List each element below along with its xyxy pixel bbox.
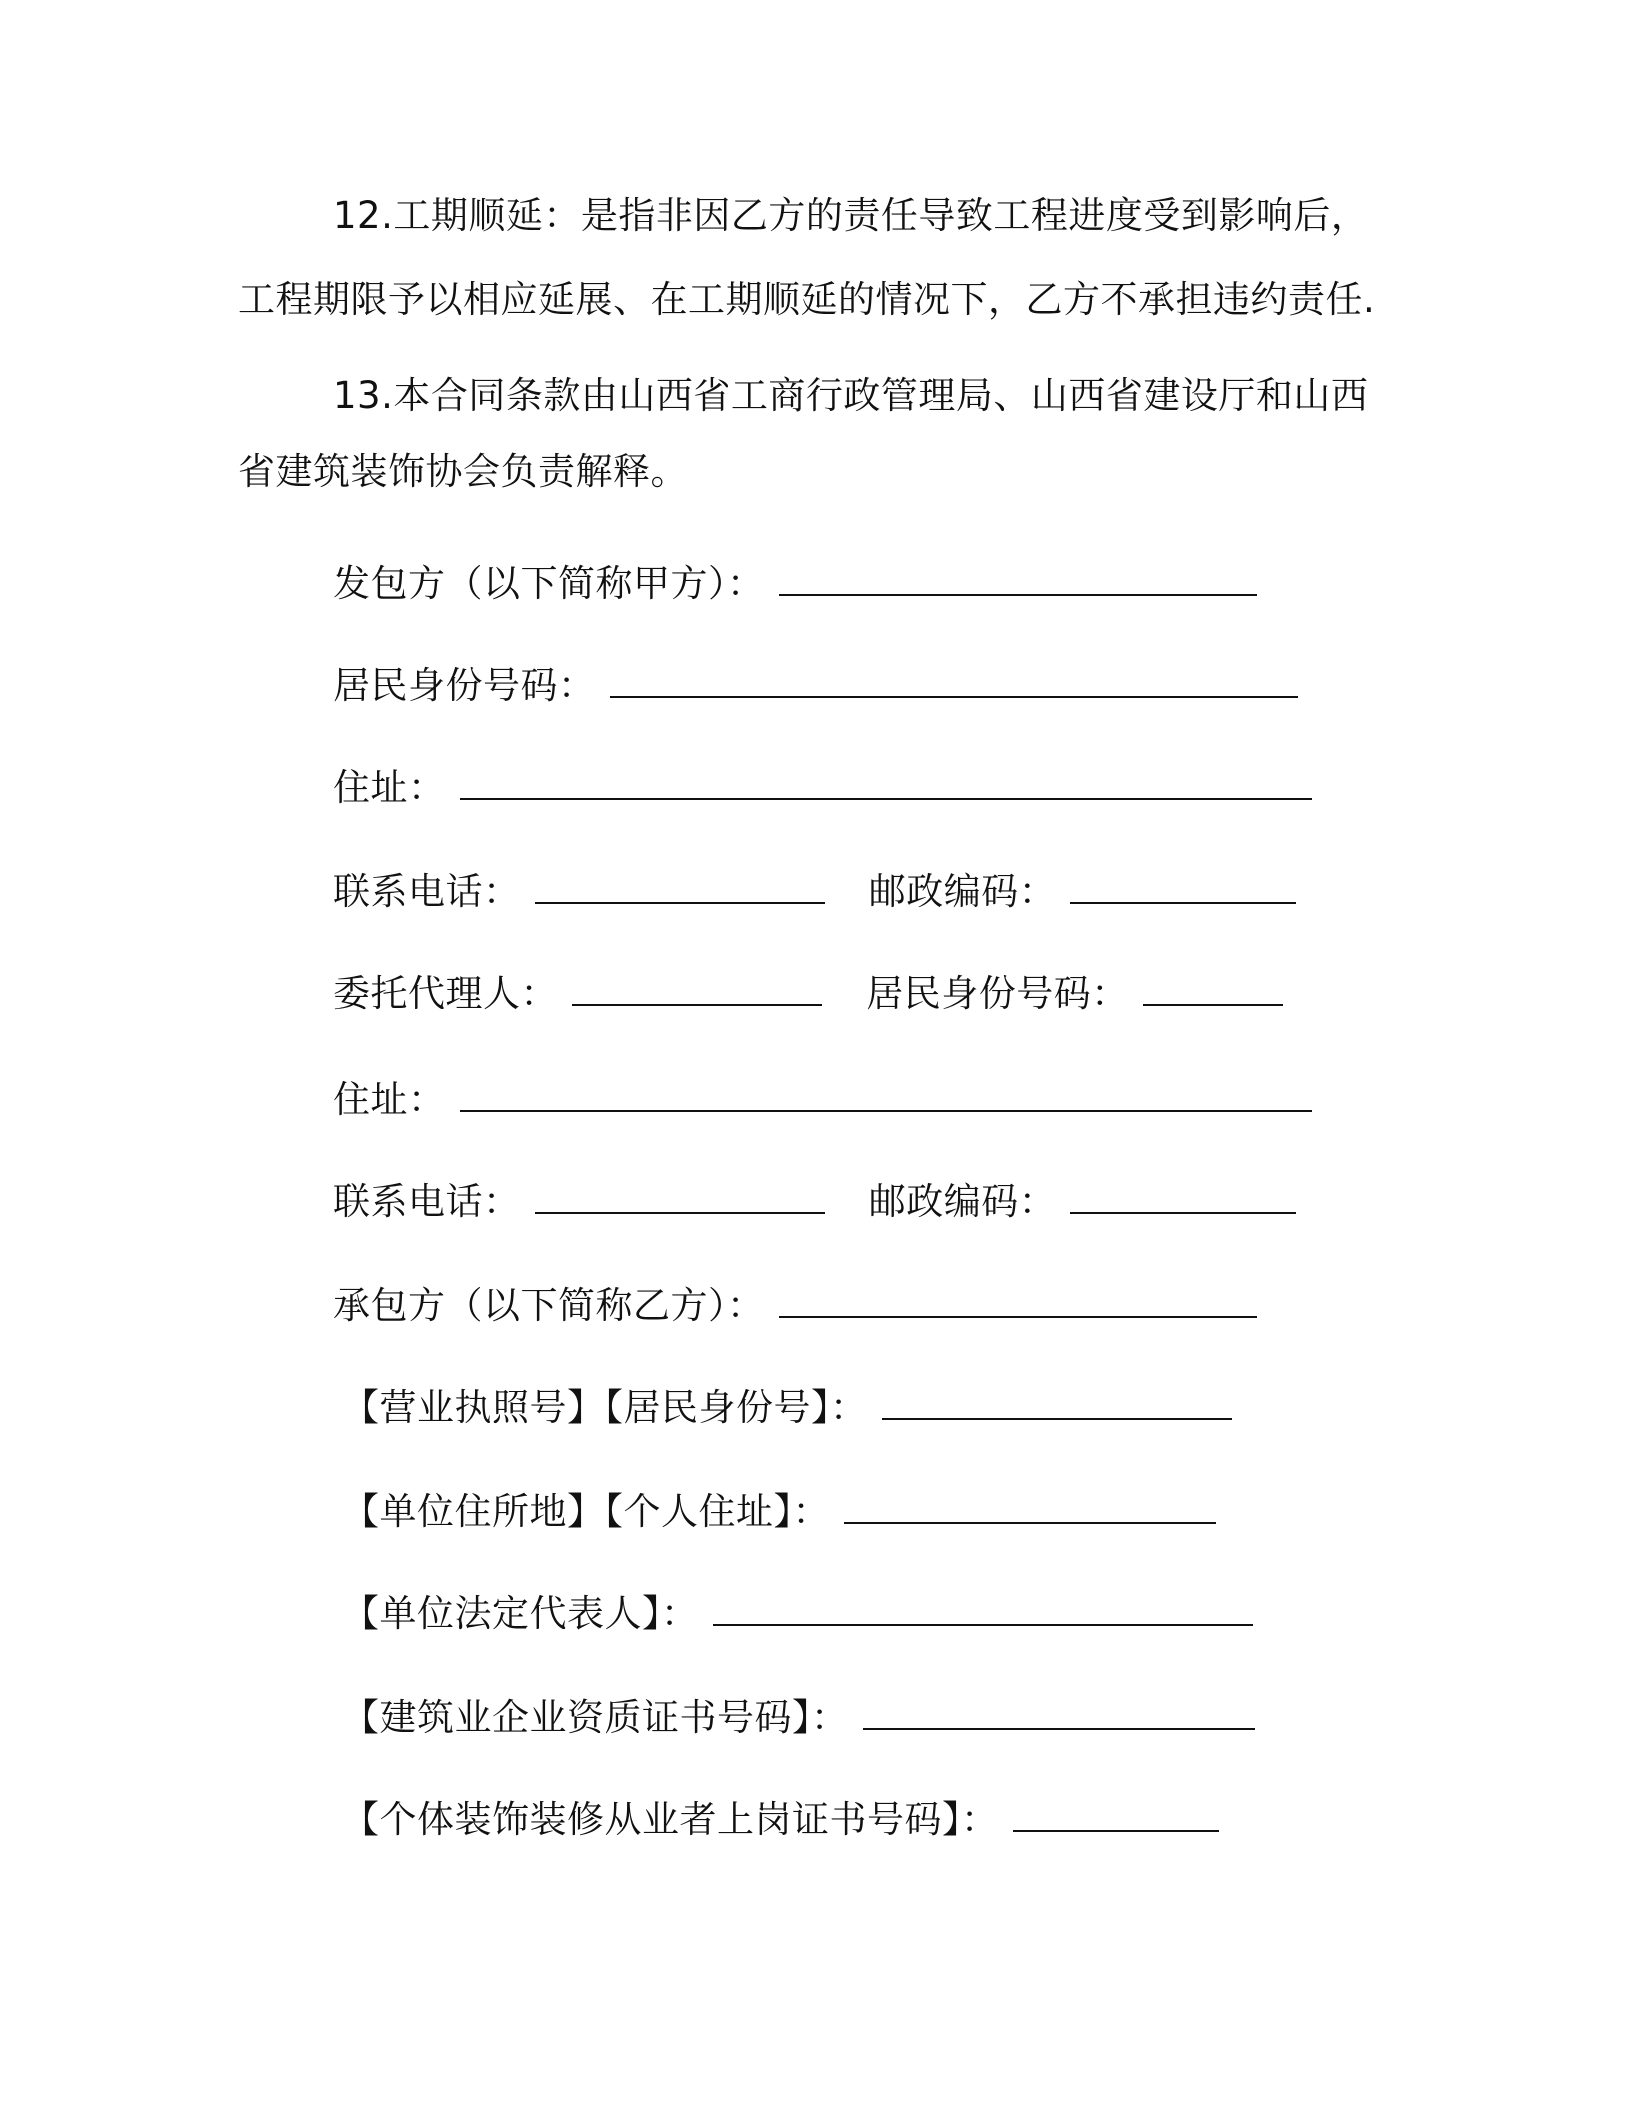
agent-contact-row (333, 1178, 1296, 1226)
agent-id-label: 居民身份号码： (866, 972, 1129, 1015)
employer-address-row (333, 764, 1312, 812)
agent-address-blank[interactable] (460, 1076, 1312, 1112)
license-blank[interactable] (882, 1384, 1232, 1420)
license-row (342, 1384, 1232, 1432)
agent-label: 委托代理人： (333, 972, 558, 1015)
agent-field (333, 970, 822, 1018)
agent-id-field (866, 970, 1283, 1018)
employer-blank[interactable] (779, 560, 1257, 596)
employer-address-blank[interactable] (460, 764, 1312, 800)
contractor-label: 承包方（以下简称乙方）： (333, 1284, 765, 1327)
agent-postcode-field (869, 1178, 1297, 1226)
qualification-label: 【建筑业企业资质证书号码】： (342, 1696, 849, 1739)
clause-13-line-1: 13.本合同条款由山西省工商行政管理局、山西省建设厅和山西 (333, 374, 1369, 417)
location-label: 【单位住所地】【个人住址】： (342, 1490, 830, 1533)
employer-address-label: 住址： (333, 766, 446, 809)
employer-phone-blank[interactable] (535, 868, 825, 904)
practitioner-label: 【个体装饰装修从业者上岗证书号码】： (342, 1798, 999, 1841)
agent-blank[interactable] (572, 970, 822, 1006)
agent-phone-label: 联系电话： (333, 1180, 521, 1223)
employer-phone-field (333, 868, 825, 916)
agent-row (333, 970, 1283, 1018)
employer-row (333, 560, 1257, 608)
agent-phone-field (333, 1178, 825, 1226)
employer-id-label: 居民身份号码： (333, 664, 596, 707)
clause-12-line-2: 工程期限予以相应延展、在工期顺延的情况下，乙方不承担违约责任. (238, 278, 1376, 321)
agent-postcode-blank[interactable] (1070, 1178, 1296, 1214)
legal-rep-blank[interactable] (713, 1590, 1253, 1626)
agent-address-row (333, 1076, 1312, 1124)
license-label: 【营业执照号】【居民身份号】： (342, 1386, 868, 1429)
legal-rep-row (342, 1590, 1253, 1638)
agent-id-blank[interactable] (1143, 970, 1283, 1006)
employer-phone-label: 联系电话： (333, 870, 521, 913)
employer-label: 发包方（以下简称甲方）： (333, 562, 765, 605)
practitioner-row (342, 1796, 1219, 1844)
location-row (342, 1488, 1216, 1536)
employer-postcode-field (869, 868, 1297, 916)
agent-phone-blank[interactable] (535, 1178, 825, 1214)
agent-address-label: 住址： (333, 1078, 446, 1121)
practitioner-blank[interactable] (1013, 1796, 1219, 1832)
employer-id-blank[interactable] (610, 662, 1298, 698)
employer-postcode-blank[interactable] (1070, 868, 1296, 904)
location-blank[interactable] (844, 1488, 1216, 1524)
legal-rep-label: 【单位法定代表人】： (342, 1592, 699, 1635)
employer-id-row (333, 662, 1298, 710)
employer-contact-row (333, 868, 1296, 916)
clause-13-line-2: 省建筑装饰协会负责解释。 (238, 450, 688, 493)
qualification-blank[interactable] (863, 1694, 1255, 1730)
employer-postcode-label: 邮政编码： (868, 870, 1057, 913)
agent-postcode-label: 邮政编码： (868, 1180, 1057, 1223)
clause-12-line-1: 12.工期顺延：是指非因乙方的责任导致工程进度受到影响后， (333, 194, 1369, 237)
contractor-row (333, 1282, 1257, 1330)
contractor-blank[interactable] (779, 1282, 1257, 1318)
qualification-row (342, 1694, 1255, 1742)
